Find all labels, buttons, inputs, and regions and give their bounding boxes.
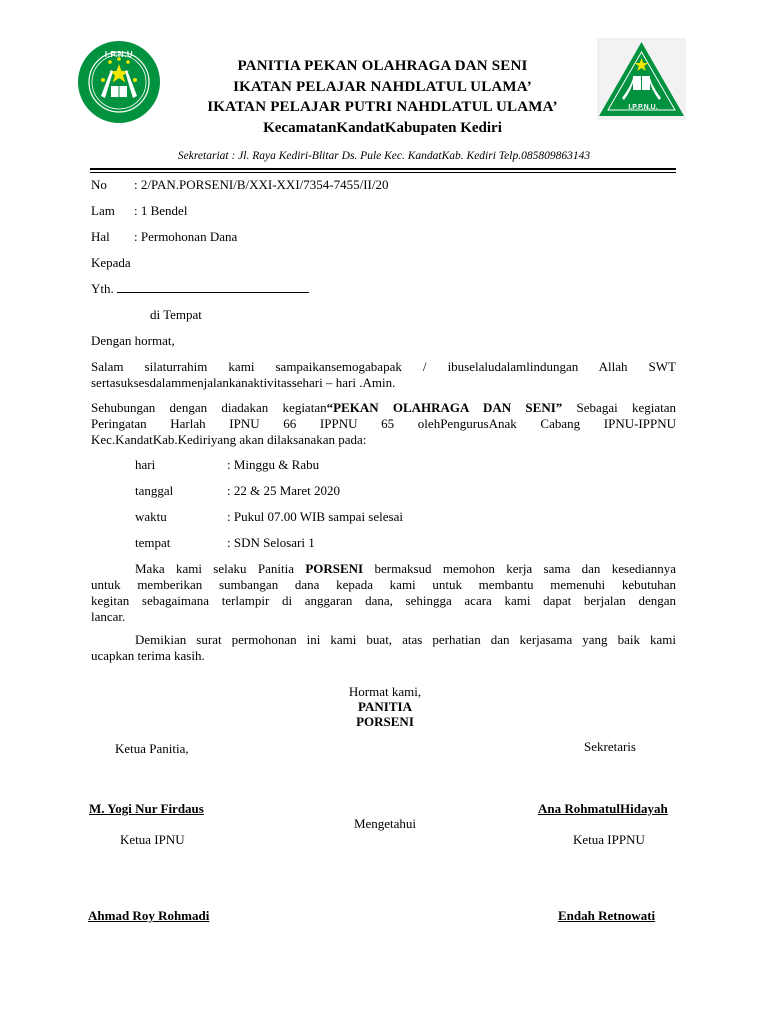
- schedule-tanggal-value: : 22 & 25 Maret 2020: [227, 483, 341, 498]
- header-line-1: PANITIA PEKAN OLAHRAGA DAN SENI: [237, 58, 528, 74]
- no-label: No: [91, 177, 107, 192]
- header-divider: [90, 168, 676, 173]
- paragraph-2-line-3: Kec.KandatKab.Kediriyang akan dilaksanakan pada:: [91, 432, 367, 447]
- schedule-tempat-value: : SDN Selosari 1: [227, 535, 315, 550]
- paragraph-2-text-c: Sebagai kegiatan: [562, 400, 677, 415]
- paragraph-1: [91, 359, 676, 391]
- kepada-label: Kepada: [91, 255, 131, 270]
- paragraph-2-line-2: Peringatan Harlah IPNU 66 IPPNU 65 olehPengurusAnak Cabang IPNU-IPPNU: [91, 416, 676, 431]
- ippnu-logo-text: I.P.P.N.U.: [628, 104, 658, 111]
- schedule-waktu-label: waktu: [135, 509, 167, 524]
- secretariat-address: Sekretariat : Jl. Raya Kediri-Blitar Ds. Pule Kec. KandatKab. Kediri Telp.085809863143: [177, 150, 591, 162]
- paragraph-2-line-1: [91, 400, 676, 416]
- recipient-blank: [117, 281, 309, 293]
- ketua-panitia-name: M. Yogi Nur Firdaus: [89, 801, 204, 816]
- paragraph-3-line-4: lancar.: [91, 609, 126, 624]
- paragraph-1-line-2: sertasuksesdalammenjalankanaktivitassehari – hari .Amin.: [91, 375, 396, 390]
- paragraph-3-text-a: Maka kami selaku Panitia: [135, 561, 306, 576]
- hal-value: : Permohonan Dana: [134, 229, 238, 244]
- paragraph-1-line-1: Salam silaturrahim kami sampaikansemogabapak / ibuselaludalamlindungan Allah SWT: [91, 359, 676, 374]
- yth-line: [91, 281, 309, 297]
- ketua-ipnu-title: Ketua IPNU: [120, 832, 185, 847]
- ketua-ipnu-name: Ahmad Roy Rohmadi: [88, 908, 210, 923]
- porseni-bold: PORSENI: [305, 561, 364, 576]
- header-line-4: KecamatanKandatKabupaten Kediri: [263, 120, 502, 136]
- paragraph-2-text-a: Sehubungan dengan diadakan kegiatan: [91, 400, 327, 415]
- mengetahui-label: Mengetahui: [353, 816, 417, 831]
- paragraph-3: [91, 561, 676, 625]
- closing-hormat: Hormat kami,: [348, 684, 422, 699]
- schedule-hari-value: : Minggu & Rabu: [227, 457, 320, 472]
- paragraph-4-line-2: ucapkan terima kasih.: [91, 648, 205, 663]
- ipnu-logo-text: I.P.N.U: [104, 50, 134, 59]
- lam-label: Lam: [91, 203, 115, 218]
- di-tempat: di Tempat: [150, 307, 202, 322]
- schedule-tempat-label: tempat: [135, 535, 171, 550]
- schedule-waktu-value: : Pukul 07.00 WIB sampai selesai: [227, 509, 403, 524]
- yth-label: Yth.: [91, 281, 114, 296]
- header-line-3: IKATAN PELAJAR PUTRI NAHDLATUL ULAMA’: [207, 99, 558, 115]
- paragraph-4: [91, 632, 676, 664]
- sekretaris-name: Ana RohmatulHidayah: [538, 801, 668, 816]
- ketua-ippnu-title: Ketua IPPNU: [573, 832, 645, 847]
- no-value: : 2/PAN.PORSENI/B/XXI-XXI/7354-7455/II/20: [134, 177, 389, 192]
- schedule-hari-label: hari: [135, 457, 156, 472]
- lam-value: : 1 Bendel: [134, 203, 188, 218]
- header-line-2: IKATAN PELAJAR NAHDLATUL ULAMA’: [233, 79, 532, 95]
- paragraph-3-line-1: [91, 561, 676, 577]
- paragraph-4-line-1: Demikian surat permohonan ini kami buat, atas perhatian dan kerjasama yang baik kami: [135, 632, 676, 647]
- hal-label: Hal: [91, 229, 110, 244]
- schedule-tanggal-label: tanggal: [135, 483, 174, 498]
- paragraph-2: [91, 400, 676, 448]
- paragraph-3-line-2: untuk memberikan sumbangan dana kepada kami untuk membantu memenuhi kebutuhan: [91, 577, 676, 592]
- paragraph-3-line-3: kegitan sebagaimana terlampir di anggaran dana, sehingga acara kami dapat berjalan dengan: [91, 593, 676, 608]
- paragraph-3-text-c: bermaksud memohon kerja sama dan kesediannya: [363, 561, 676, 576]
- salutation: Dengan hormat,: [91, 333, 175, 348]
- ketua-ippnu-name: Endah Retnowati: [558, 908, 656, 923]
- sekretaris-title: Sekretaris: [584, 739, 636, 754]
- event-name: “PEKAN OLAHRAGA DAN SENI”: [326, 400, 563, 415]
- closing-porseni: PORSENI: [356, 714, 414, 729]
- closing-panitia: PANITIA: [358, 699, 412, 714]
- ketua-panitia-title: Ketua Panitia,: [115, 741, 189, 756]
